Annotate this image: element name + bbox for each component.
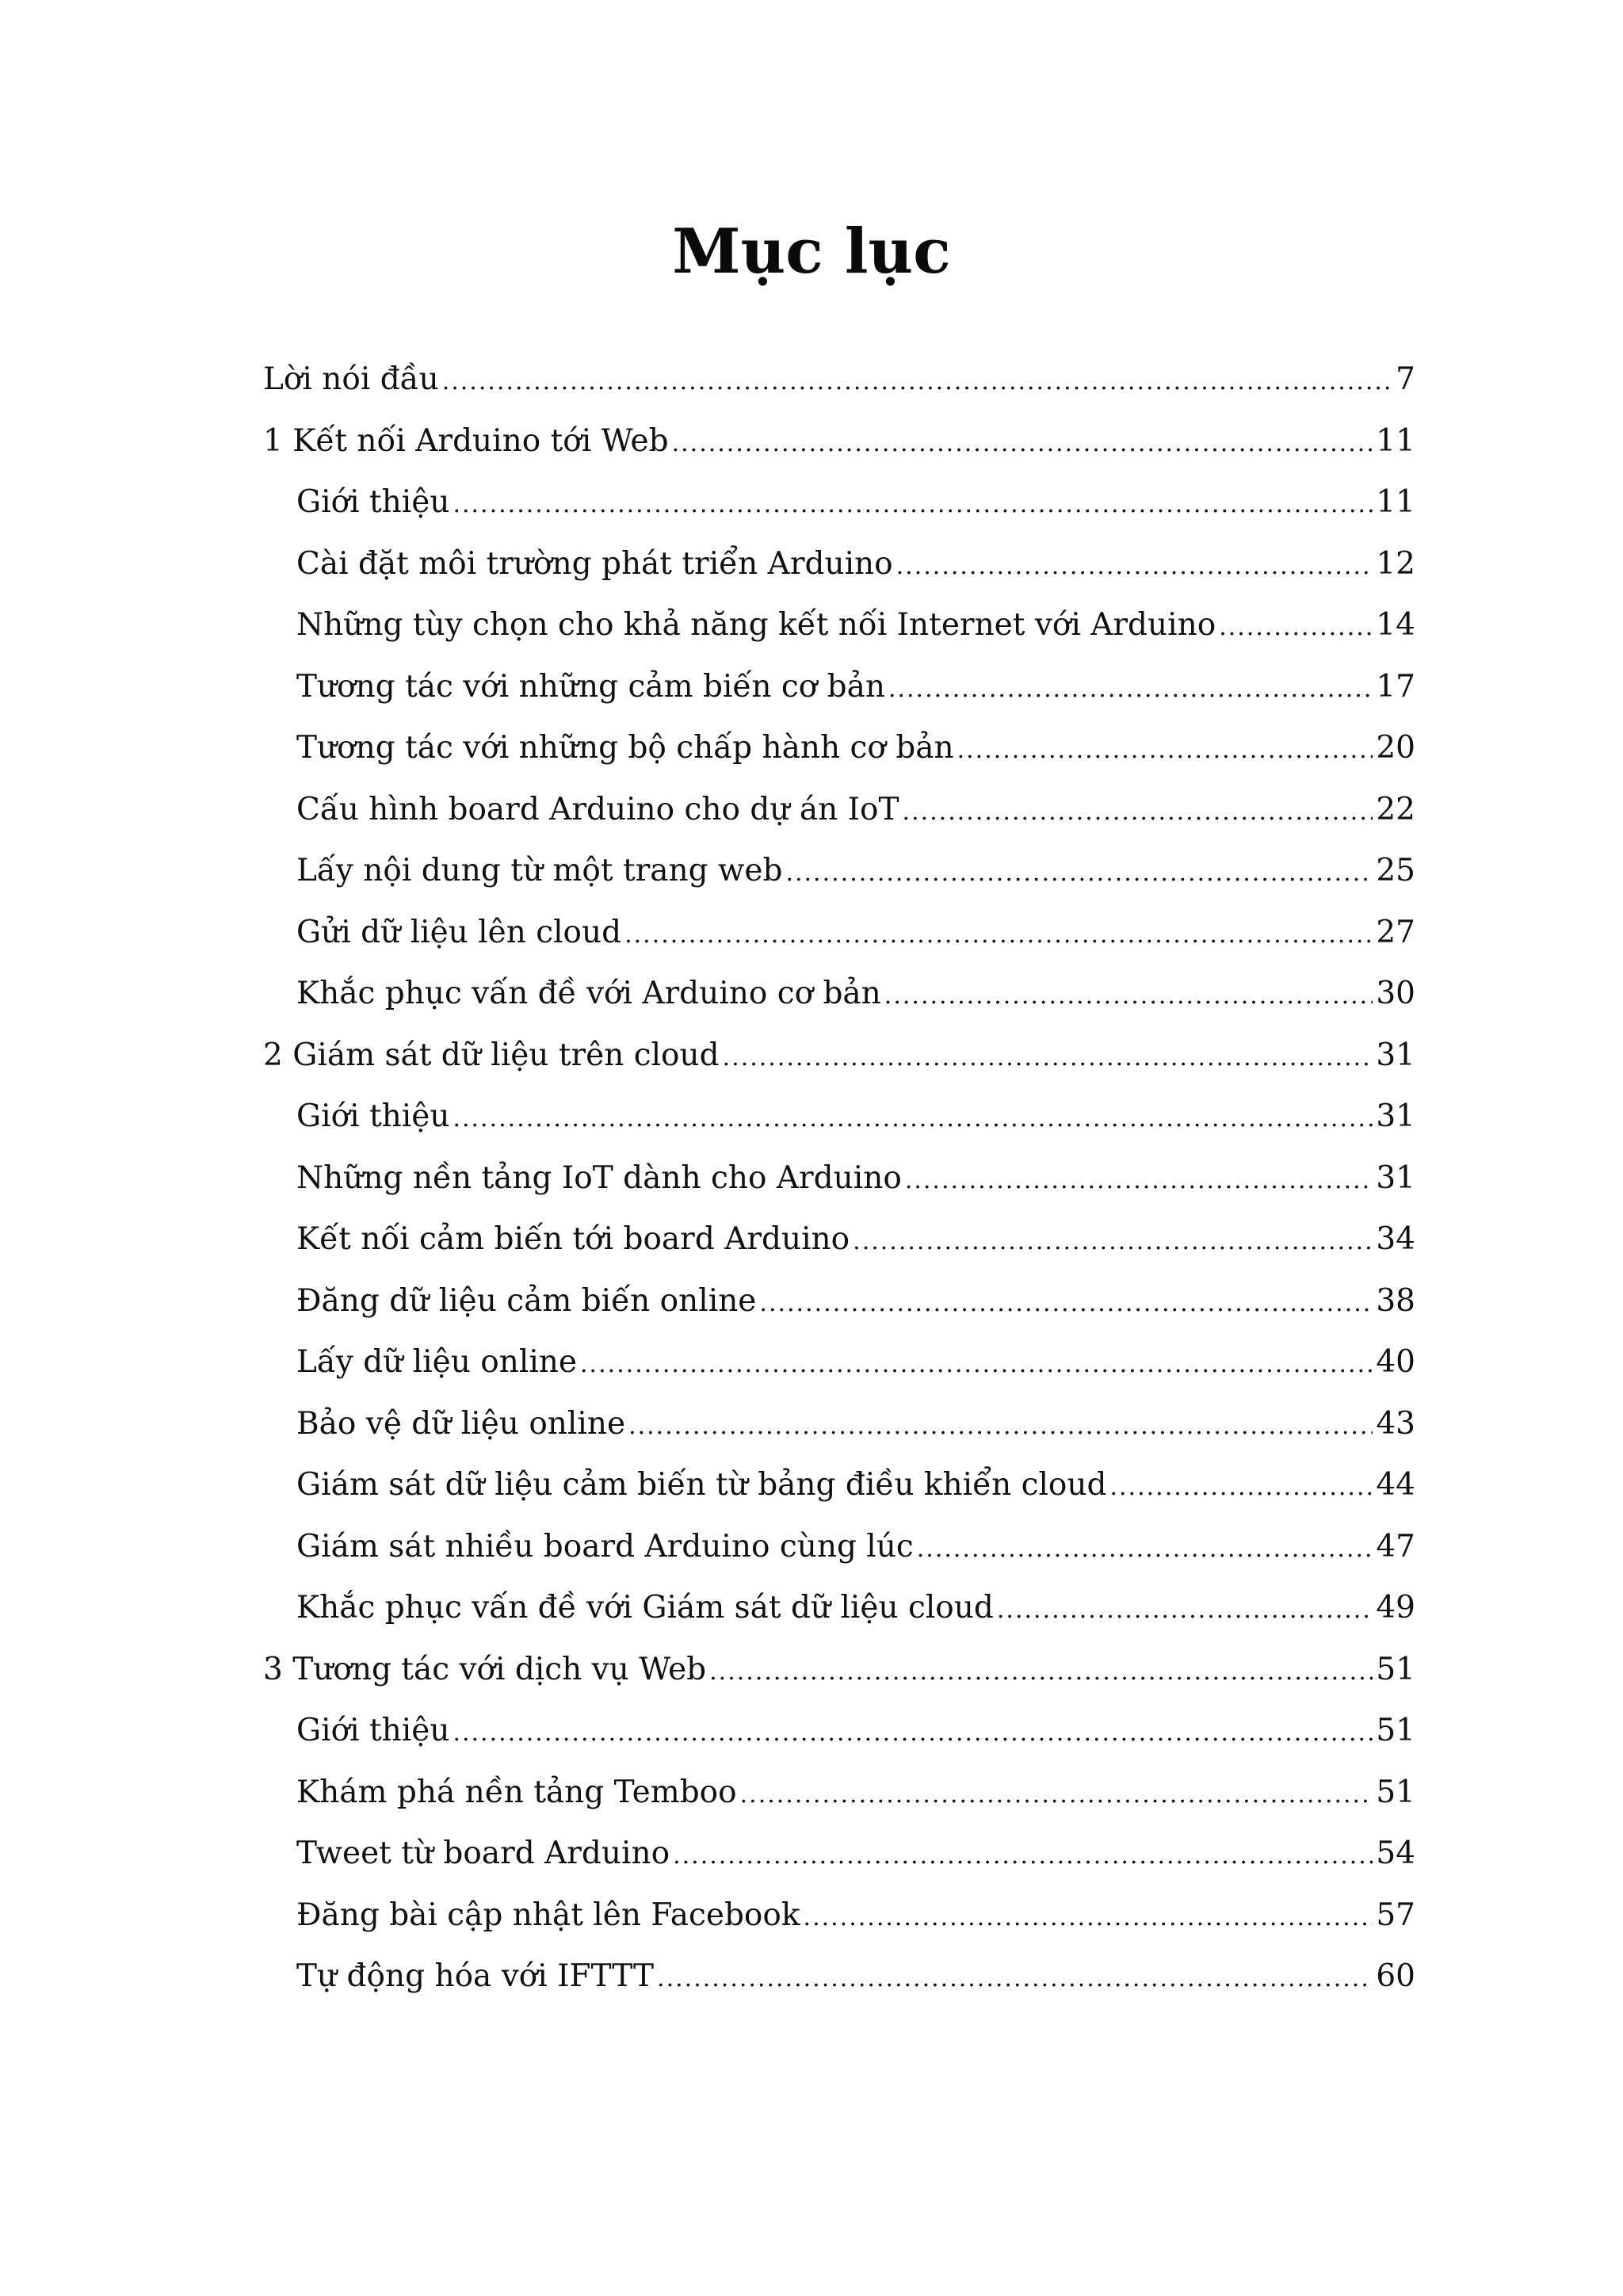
toc-dot-leader (905, 1150, 1373, 1212)
toc-page-number: 51 (1376, 1651, 1415, 1687)
toc-dot-leader (453, 474, 1373, 536)
toc-entry-label: Tự động hóa với IFTTT (296, 1958, 655, 1994)
toc-dot-leader (657, 1948, 1373, 2010)
toc-dot-leader (884, 965, 1373, 1027)
toc-entry-label: Đăng bài cập nhật lên Facebook (296, 1897, 800, 1933)
toc-section-entry[interactable] (263, 533, 1415, 595)
toc-entry-label: Cài đặt môi trường phát triển Arduino (296, 545, 893, 582)
toc-section-entry[interactable] (263, 1516, 1415, 1578)
toc-entry-label: Lấy nội dung từ một trang web (296, 853, 783, 888)
toc-page-number: 51 (1376, 1713, 1415, 1748)
toc-entry-label: Giới thiệu (296, 1098, 450, 1134)
toc-dot-leader (673, 1825, 1373, 1887)
toc-section-entry[interactable] (263, 1454, 1415, 1516)
toc-dot-leader (624, 904, 1373, 966)
toc-entry-label: 3 Tương tác với dịch vụ Web (263, 1651, 707, 1687)
toc-chapter-entry[interactable] (263, 1639, 1415, 1701)
toc-dot-leader (903, 781, 1373, 843)
toc-page-number: 31 (1376, 1098, 1415, 1134)
toc-section-entry[interactable] (263, 717, 1415, 779)
toc-dot-leader (453, 1702, 1373, 1764)
toc-dot-leader (628, 1396, 1373, 1457)
toc-page-number: 17 (1376, 668, 1415, 705)
toc-page-number: 22 (1376, 791, 1415, 827)
toc-page-number: 12 (1376, 545, 1415, 582)
toc-entry-label: Giới thiệu (296, 484, 450, 520)
toc-section-entry[interactable] (263, 1823, 1415, 1885)
toc-entry-label: Gửi dữ liệu lên cloud (296, 914, 622, 950)
toc-entry-label: Cấu hình board Arduino cho dự án IoT (296, 791, 899, 827)
toc-dot-leader (917, 1519, 1373, 1580)
toc-entry-label: Khắc phục vấn đề với Giám sát dữ liệu cloud (296, 1590, 994, 1626)
toc-page-number: 44 (1376, 1467, 1415, 1503)
toc-page-number: 31 (1376, 1159, 1415, 1196)
toc-entry-label: Tweet từ board Arduino (296, 1836, 670, 1871)
toc-page-number: 25 (1376, 853, 1415, 888)
toc-entry-label: Giám sát nhiều board Arduino cùng lúc (296, 1528, 914, 1564)
toc-entry-label: Đăng dữ liệu cảm biến online (296, 1282, 757, 1319)
toc-chapter-entry[interactable] (263, 1025, 1415, 1087)
toc-entry-label: Khắc phục vấn đề với Arduino cơ bản (296, 976, 881, 1011)
toc-dot-leader (672, 413, 1373, 475)
toc-section-entry[interactable] (263, 1700, 1415, 1762)
toc-page-number: 11 (1376, 422, 1415, 459)
toc-dot-leader (785, 842, 1373, 904)
toc-dot-leader (709, 1641, 1373, 1703)
toc-entry-label: Tương tác với những bộ chấp hành cơ bản (296, 730, 954, 766)
toc-dot-leader (896, 536, 1373, 598)
toc-dot-leader (580, 1334, 1373, 1396)
toc-entry-label: Bảo vệ dữ liệu online (296, 1405, 626, 1442)
toc-section-entry[interactable] (263, 1762, 1415, 1824)
toc-page-number: 31 (1376, 1037, 1415, 1073)
toc-page-number: 54 (1376, 1836, 1415, 1871)
toc-page-number: 51 (1376, 1774, 1415, 1810)
toc-section-entry[interactable] (263, 472, 1415, 533)
toc-page-number: 60 (1376, 1958, 1415, 1994)
toc-entry-label: Lấy dữ liệu online (296, 1344, 577, 1380)
toc-section-entry[interactable] (263, 902, 1415, 964)
toc-page-number: 11 (1376, 484, 1415, 520)
toc-dot-leader (957, 720, 1373, 781)
toc-section-entry[interactable] (263, 1885, 1415, 1946)
toc-dot-leader (804, 1887, 1373, 1949)
toc-dot-leader (740, 1764, 1373, 1826)
toc-section-entry[interactable] (263, 963, 1415, 1025)
toc-page-number: 47 (1376, 1528, 1415, 1564)
toc-dot-leader (453, 1088, 1373, 1150)
toc-page-number: 43 (1376, 1405, 1415, 1442)
toc-entry-label: Những tùy chọn cho khả năng kết nối Internet với Arduino (296, 607, 1216, 643)
toc-entry-label: Tương tác với những cảm biến cơ bản (296, 668, 885, 705)
toc-dot-leader (759, 1273, 1373, 1335)
toc-entry-label: 1 Kết nối Arduino tới Web (263, 422, 669, 459)
toc-dot-leader (853, 1211, 1373, 1273)
toc-section-entry[interactable] (263, 1086, 1415, 1148)
toc-page-number: 38 (1376, 1282, 1415, 1319)
toc-dot-leader (888, 659, 1373, 720)
toc-dot-leader (1109, 1457, 1373, 1519)
toc-entry-label: 2 Giám sát dữ liệu trên cloud (263, 1037, 720, 1073)
toc-section-entry[interactable] (263, 1393, 1415, 1455)
toc-section-entry[interactable] (263, 1148, 1415, 1209)
toc-page-number: 7 (1396, 361, 1415, 397)
toc-dot-leader (1219, 597, 1373, 659)
toc-section-entry[interactable] (263, 1270, 1415, 1332)
toc-chapter-entry[interactable] (263, 349, 1415, 411)
table-of-contents (263, 349, 1415, 2008)
toc-dot-leader (997, 1580, 1373, 1641)
toc-page-number: 20 (1376, 730, 1415, 766)
toc-page-number: 30 (1376, 976, 1415, 1011)
toc-section-entry[interactable] (263, 1331, 1415, 1393)
toc-entry-label: Khám phá nền tảng Temboo (296, 1774, 737, 1810)
toc-section-entry[interactable] (263, 1209, 1415, 1270)
page-title: Mục lục (672, 216, 951, 288)
toc-page-number: 40 (1376, 1344, 1415, 1380)
toc-section-entry[interactable] (263, 840, 1415, 902)
toc-section-entry[interactable] (263, 779, 1415, 841)
toc-dot-leader (442, 351, 1392, 413)
toc-entry-label: Giới thiệu (296, 1713, 450, 1748)
toc-entry-label: Kết nối cảm biến tới board Arduino (296, 1221, 850, 1257)
toc-entry-label: Lời nói đầu (263, 361, 439, 397)
toc-page-number: 57 (1376, 1897, 1415, 1933)
toc-section-entry[interactable] (263, 594, 1415, 656)
toc-chapter-entry[interactable] (263, 411, 1415, 472)
toc-page-number: 34 (1376, 1221, 1415, 1257)
toc-page-number: 49 (1376, 1590, 1415, 1626)
toc-page-number: 27 (1376, 914, 1415, 950)
toc-dot-leader (723, 1027, 1373, 1089)
toc-section-entry[interactable] (263, 656, 1415, 718)
toc-section-entry[interactable] (263, 1946, 1415, 2008)
toc-entry-label: Những nền tảng IoT dành cho Arduino (296, 1159, 902, 1196)
toc-entry-label: Giám sát dữ liệu cảm biến từ bảng điều khiển cloud (296, 1467, 1107, 1503)
toc-section-entry[interactable] (263, 1577, 1415, 1639)
toc-page-number: 14 (1376, 607, 1415, 643)
